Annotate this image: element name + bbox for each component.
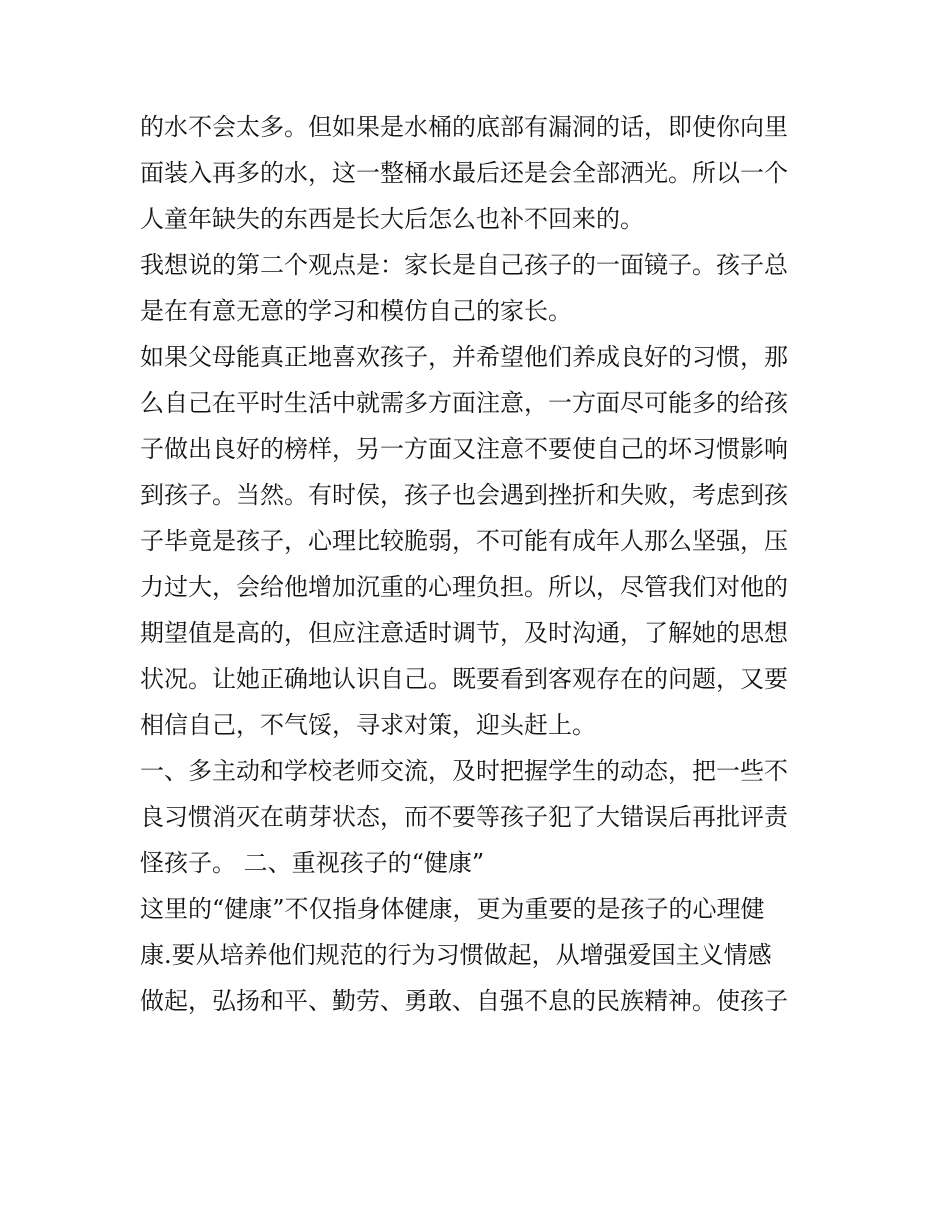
text-line: 一、多主动和学校老师交流，及时把握学生的动态，把一些不 [140,757,788,785]
document-body [140,104,830,1024]
text-line: 子毕竟是孩子，心理比较脆弱，不可能有成年人那么坚强，压 [140,527,788,555]
text-line: 么自己在平时生活中就需多方面注意，一方面尽可能多的给孩 [140,389,788,417]
text-line: 做起，弘扬和平、勤劳、勇敢、自强不息的民族精神。使孩子 [140,987,788,1015]
text-line: 这里的“健康”不仅指身体健康，更为重要的是孩子的心理健 [140,895,765,923]
text-line: 子做出良好的榜样，另一方面又注意不要使自己的坏习惯影响 [140,435,788,463]
text-line: 是在有意无意的学习和模仿自己的家长。 [140,297,572,325]
text-line: 到孩子。当然。有时侯，孩子也会遇到挫折和失败，考虑到孩 [140,481,788,509]
text-line: 状况。让她正确地认识自己。既要看到客观存在的问题，又要 [140,665,788,693]
text-line: 我想说的第二个观点是：家长是自己孩子的一面镜子。孩子总 [140,251,788,279]
text-line: 人童年缺失的东西是长大后怎么也补不回来的。 [140,205,644,233]
text-line: 良习惯消灭在萌芽状态，而不要等孩子犯了大错误后再批评责 [140,803,788,831]
text-line: 康.要从培养他们规范的行为习惯做起，从增强爱国主义情感 [140,941,772,969]
text-line: 的水不会太多。但如果是水桶的底部有漏洞的话，即使你向里 [140,113,788,141]
text-line: 面装入再多的水，这一整桶水最后还是会全部洒光。所以一个 [140,159,788,187]
text-line: 相信自己，不气馁，寻求对策，迎头赶上。 [140,711,596,739]
text-line: 力过大，会给他增加沉重的心理负担。所以，尽管我们对他的 [140,573,788,601]
text-line: 如果父母能真正地喜欢孩子，并希望他们养成良好的习惯，那 [140,343,788,371]
text-line: 期望值是高的，但应注意适时调节，及时沟通，了解她的思想 [140,619,788,647]
text-line: 怪孩子。 二、重视孩子的“健康” [140,849,485,877]
